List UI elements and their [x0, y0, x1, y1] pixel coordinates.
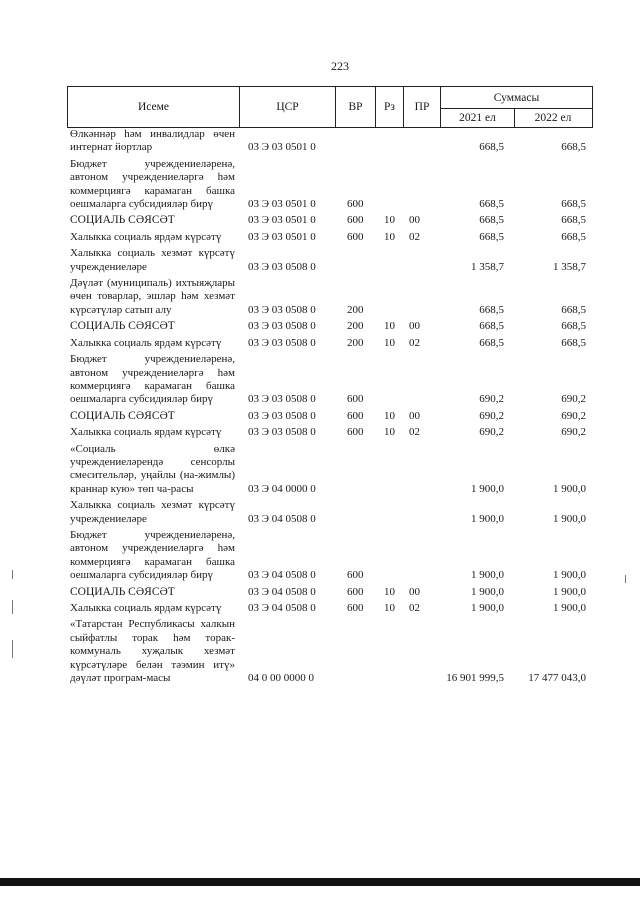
row-name: Бюджет учреждениеләренә, автоном учреждениеләргә һәм коммерциягә карамаган башка оешмаларга субсидияләр бирү	[70, 157, 235, 211]
row-name: Халыкка социаль хезмәт күрсәтү учреждениеләре	[70, 499, 235, 525]
row-vr: 600	[347, 230, 364, 243]
scan-border	[0, 878, 640, 886]
scan-mark	[12, 600, 13, 614]
table-header	[67, 86, 593, 128]
row-rz: 10	[384, 409, 395, 422]
row-sum-2022: 1 900,0	[553, 482, 586, 495]
table-row	[70, 443, 590, 497]
header-vr: ВР	[336, 87, 376, 127]
table-row	[70, 410, 590, 423]
row-sum-2021: 690,2	[479, 426, 504, 439]
row-pr: 02	[409, 426, 420, 439]
row-name: Халыкка социаль ярдәм күрсәтү	[70, 230, 222, 243]
row-csr: 03 Э 04 0508 0	[248, 569, 316, 582]
table-row	[70, 586, 590, 599]
header-year-2021: 2021 ел	[441, 108, 515, 127]
row-name: СОЦИАЛЬ СӘЯСӘТ	[70, 320, 175, 333]
row-sum-2022: 668,5	[561, 336, 586, 349]
row-csr: 03 Э 03 0508 0	[248, 393, 316, 406]
row-sum-2021: 1 900,0	[471, 585, 504, 598]
row-csr: 03 Э 03 0508 0	[248, 409, 316, 422]
page-number: 223	[331, 59, 349, 73]
row-pr: 00	[409, 320, 420, 333]
row-sum-2021: 668,5	[479, 198, 504, 211]
row-name: СОЦИАЛЬ СӘЯСӘТ	[70, 585, 175, 598]
row-csr: 03 Э 04 0508 0	[248, 512, 316, 525]
row-csr: 03 Э 04 0000 0	[248, 482, 316, 495]
row-sum-2022: 1 900,0	[553, 585, 586, 598]
row-sum-2022: 17 477 043,0	[528, 672, 586, 685]
row-sum-2022: 668,5	[561, 230, 586, 243]
scan-mark	[625, 575, 626, 583]
header-pr: ПР	[404, 87, 441, 127]
row-name: Халыкка социаль ярдәм күрсәтү	[70, 602, 222, 614]
row-vr: 200	[347, 320, 364, 333]
header-sums: Суммасы	[441, 87, 592, 109]
row-csr: 04 0 00 0000 0	[248, 672, 314, 685]
row-sum-2021: 1 900,0	[471, 569, 504, 582]
row-name: «Татарстан Республикасы халкын сыйфатлы торак һәм торак-коммуналь хуҗалык хезмәт күрсәтүләре белән тәэмин итү» дәүләт програм-масы	[70, 618, 235, 685]
row-sum-2022: 690,2	[561, 409, 586, 422]
row-csr: 03 Э 03 0501 0	[248, 198, 316, 211]
header-rz: Рз	[376, 87, 404, 127]
row-csr: 03 Э 04 0508 0	[248, 585, 316, 598]
row-sum-2021: 1 900,0	[471, 482, 504, 495]
row-name: Халыкка социаль ярдәм күрсәтү	[70, 426, 222, 439]
row-sum-2021: 668,5	[479, 320, 504, 333]
row-name: Бюджет учреждениеләренә, автоном учреждениеләргә һәм коммерциягә карамаган башка оешмаларга субсидияләр бирү	[70, 528, 235, 582]
row-sum-2022: 690,2	[561, 393, 586, 406]
row-sum-2021: 668,5	[479, 230, 504, 243]
row-pr: 00	[409, 214, 420, 227]
row-vr: 600	[347, 569, 364, 582]
row-vr: 600	[347, 602, 364, 614]
row-sum-2022: 1 358,7	[553, 260, 586, 273]
row-rz: 10	[384, 230, 395, 243]
table-row	[70, 529, 590, 583]
row-csr: 03 Э 03 0501 0	[248, 214, 316, 227]
table-body	[70, 128, 590, 688]
table-row	[70, 602, 590, 615]
row-sum-2021: 690,2	[479, 393, 504, 406]
table-row	[70, 618, 590, 685]
row-csr: 03 Э 03 0508 0	[248, 336, 316, 349]
row-name: Дәүләт (муниципаль) ихтыяҗлары өчен товарлар, эшләр һәм хезмәт күрсәтүләр сатып алу	[70, 277, 235, 316]
row-sum-2022: 668,5	[561, 198, 586, 211]
row-rz: 10	[384, 336, 395, 349]
row-sum-2022: 668,5	[561, 141, 586, 154]
row-sum-2021: 16 901 999,5	[446, 672, 504, 685]
row-sum-2021: 1 900,0	[471, 512, 504, 525]
row-sum-2021: 668,5	[479, 214, 504, 227]
row-name: Өлкәннәр һәм инвалидлар өчен интернат йортлар	[70, 128, 235, 154]
header-csr: ЦСР	[240, 87, 336, 127]
table-row	[70, 158, 590, 212]
row-sum-2022: 668,5	[561, 320, 586, 333]
table-row	[70, 353, 590, 407]
row-sum-2022: 690,2	[561, 426, 586, 439]
row-rz: 10	[384, 585, 395, 598]
scan-mark	[12, 640, 13, 658]
row-vr: 600	[347, 409, 364, 422]
row-sum-2021: 668,5	[479, 303, 504, 316]
row-rz: 10	[384, 320, 395, 333]
row-rz: 10	[384, 426, 395, 439]
row-sum-2021: 668,5	[479, 336, 504, 349]
row-csr: 03 Э 03 0501 0	[248, 230, 316, 243]
row-csr: 03 Э 03 0508 0	[248, 426, 316, 439]
table-row	[70, 214, 590, 227]
row-vr: 600	[347, 214, 364, 227]
row-name: СОЦИАЛЬ СӘЯСӘТ	[70, 214, 175, 227]
row-vr: 600	[347, 198, 364, 211]
row-vr: 600	[347, 426, 364, 439]
row-rz: 10	[384, 602, 395, 614]
row-csr: 03 Э 03 0508 0	[248, 320, 316, 333]
row-sum-2021: 1 900,0	[471, 602, 504, 614]
row-sum-2022: 1 900,0	[553, 569, 586, 582]
row-vr: 200	[347, 336, 364, 349]
row-pr: 02	[409, 230, 420, 243]
row-sum-2022: 1 900,0	[553, 602, 586, 614]
header-name: Исеме	[68, 87, 240, 127]
row-sum-2021: 1 358,7	[471, 260, 504, 273]
row-vr: 200	[347, 303, 364, 316]
row-pr: 00	[409, 409, 420, 422]
row-sum-2021: 690,2	[479, 409, 504, 422]
row-sum-2021: 668,5	[479, 141, 504, 154]
row-csr: 03 Э 03 0508 0	[248, 303, 316, 316]
row-name: «Социаль өлкә учреждениеләрендә сенсорлы смесительләр, уңайлы (на-жимлы) краннар кую» төп ча-расы	[70, 442, 235, 495]
row-rz: 10	[384, 214, 395, 227]
scan-mark	[12, 570, 13, 579]
table-row	[70, 247, 590, 274]
row-name: Бюджет учреждениеләренә, автоном учреждениеләргә һәм коммерциягә карамаган башка оешмаларга субсидияләр бирү	[70, 353, 235, 406]
table-row	[70, 499, 590, 526]
row-csr: 03 Э 04 0508 0	[248, 602, 316, 614]
row-sum-2022: 668,5	[561, 303, 586, 316]
table-row	[70, 426, 590, 439]
row-csr: 03 Э 03 0508 0	[248, 260, 316, 273]
row-name: СОЦИАЛЬ СӘЯСӘТ	[70, 409, 175, 422]
table-row	[70, 128, 590, 155]
table-row	[70, 277, 590, 317]
row-vr: 600	[347, 585, 364, 598]
row-csr: 03 Э 03 0501 0	[248, 141, 316, 154]
row-pr: 02	[409, 602, 420, 614]
row-sum-2022: 668,5	[561, 214, 586, 227]
row-name: Халыкка социаль хезмәт күрсәтү учреждениеләре	[70, 247, 235, 273]
table-row	[70, 231, 590, 244]
row-name: Халыкка социаль ярдәм күрсәтү	[70, 336, 222, 349]
row-sum-2022: 1 900,0	[553, 512, 586, 525]
table-row	[70, 320, 590, 333]
row-pr: 02	[409, 336, 420, 349]
row-vr: 600	[347, 393, 364, 406]
table-row	[70, 337, 590, 350]
header-year-2022: 2022 ел	[534, 111, 572, 124]
row-pr: 00	[409, 585, 420, 598]
